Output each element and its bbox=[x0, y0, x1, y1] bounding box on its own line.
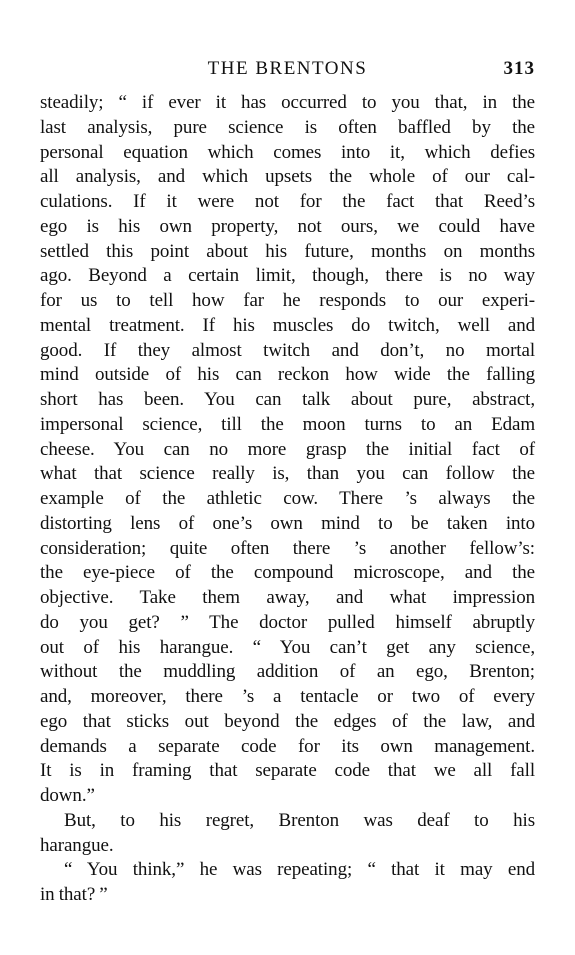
page-number: 313 bbox=[503, 58, 535, 79]
text-line: without the muddling addition of an ego, Brenton; bbox=[40, 661, 535, 683]
text-line: out of his harangue. “ You can’t get any science, bbox=[40, 636, 535, 658]
text-line: impersonal science, till the moon turns to an Edam bbox=[40, 413, 535, 435]
text-line: down.” bbox=[40, 785, 95, 806]
text-line: for us to tell how far he responds to our experi- bbox=[40, 290, 535, 311]
text-line: short has been. You can talk about pure, abstract, bbox=[40, 389, 535, 410]
text-line: consideration; quite often there ’s another fellow’s: bbox=[40, 537, 535, 559]
text-line: cheese. You can no more grasp the initial fact of bbox=[40, 438, 535, 460]
text-line: the eye-piece of the compound microscope, and the bbox=[40, 562, 535, 584]
text-line: distorting lens of one’s own mind to be taken into bbox=[40, 512, 535, 534]
text-line: do you get? ” The doctor pulled himself abruptly bbox=[40, 611, 535, 633]
text-line: personal equation which comes into it, which defies bbox=[40, 141, 535, 163]
text-line: objective. Take them away, and what impression bbox=[40, 587, 535, 608]
body-text bbox=[40, 91, 535, 908]
text-line: mind outside of his can reckon how wide the falling bbox=[40, 364, 535, 386]
text-line: settled this point about his future, months on months bbox=[40, 240, 535, 262]
text-line: ego is his own property, not ours, we could have bbox=[40, 215, 535, 237]
text-line: But, to his regret, Brenton was deaf to his bbox=[64, 809, 535, 831]
text-line: last analysis, pure science is often baffled by the bbox=[40, 116, 535, 138]
text-line: ego that sticks out beyond the edges of the law, and bbox=[40, 710, 535, 732]
text-line: It is in framing that separate code that we all fall bbox=[40, 760, 535, 782]
text-line: demands a separate code for its own management. bbox=[40, 735, 535, 757]
text-line: steadily; “ if ever it has occurred to you that, in the bbox=[40, 92, 535, 113]
text-line: all analysis, and which upsets the whole of our cal- bbox=[40, 166, 535, 188]
text-line: “ You think,” he was repeating; “ that it may end bbox=[64, 859, 535, 881]
running-title: THE BRENTONS bbox=[207, 58, 368, 79]
text-line: in that? ” bbox=[40, 884, 108, 905]
text-line: and, moreover, there ’s a tentacle or two of every bbox=[40, 686, 535, 707]
running-head bbox=[40, 56, 535, 82]
text-line: good. If they almost twitch and don’t, no mortal bbox=[40, 339, 535, 361]
text-line: what that science really is, than you can follow the bbox=[40, 463, 535, 485]
text-line: culations. If it were not for the fact that Reed’s bbox=[40, 191, 535, 212]
text-line: example of the athletic cow. There ’s always the bbox=[40, 488, 535, 509]
text-line: mental treatment. If his muscles do twitch, well and bbox=[40, 314, 535, 336]
text-line: ago. Beyond a certain limit, though, there is no way bbox=[40, 265, 535, 287]
text-line: harangue. bbox=[40, 834, 114, 856]
